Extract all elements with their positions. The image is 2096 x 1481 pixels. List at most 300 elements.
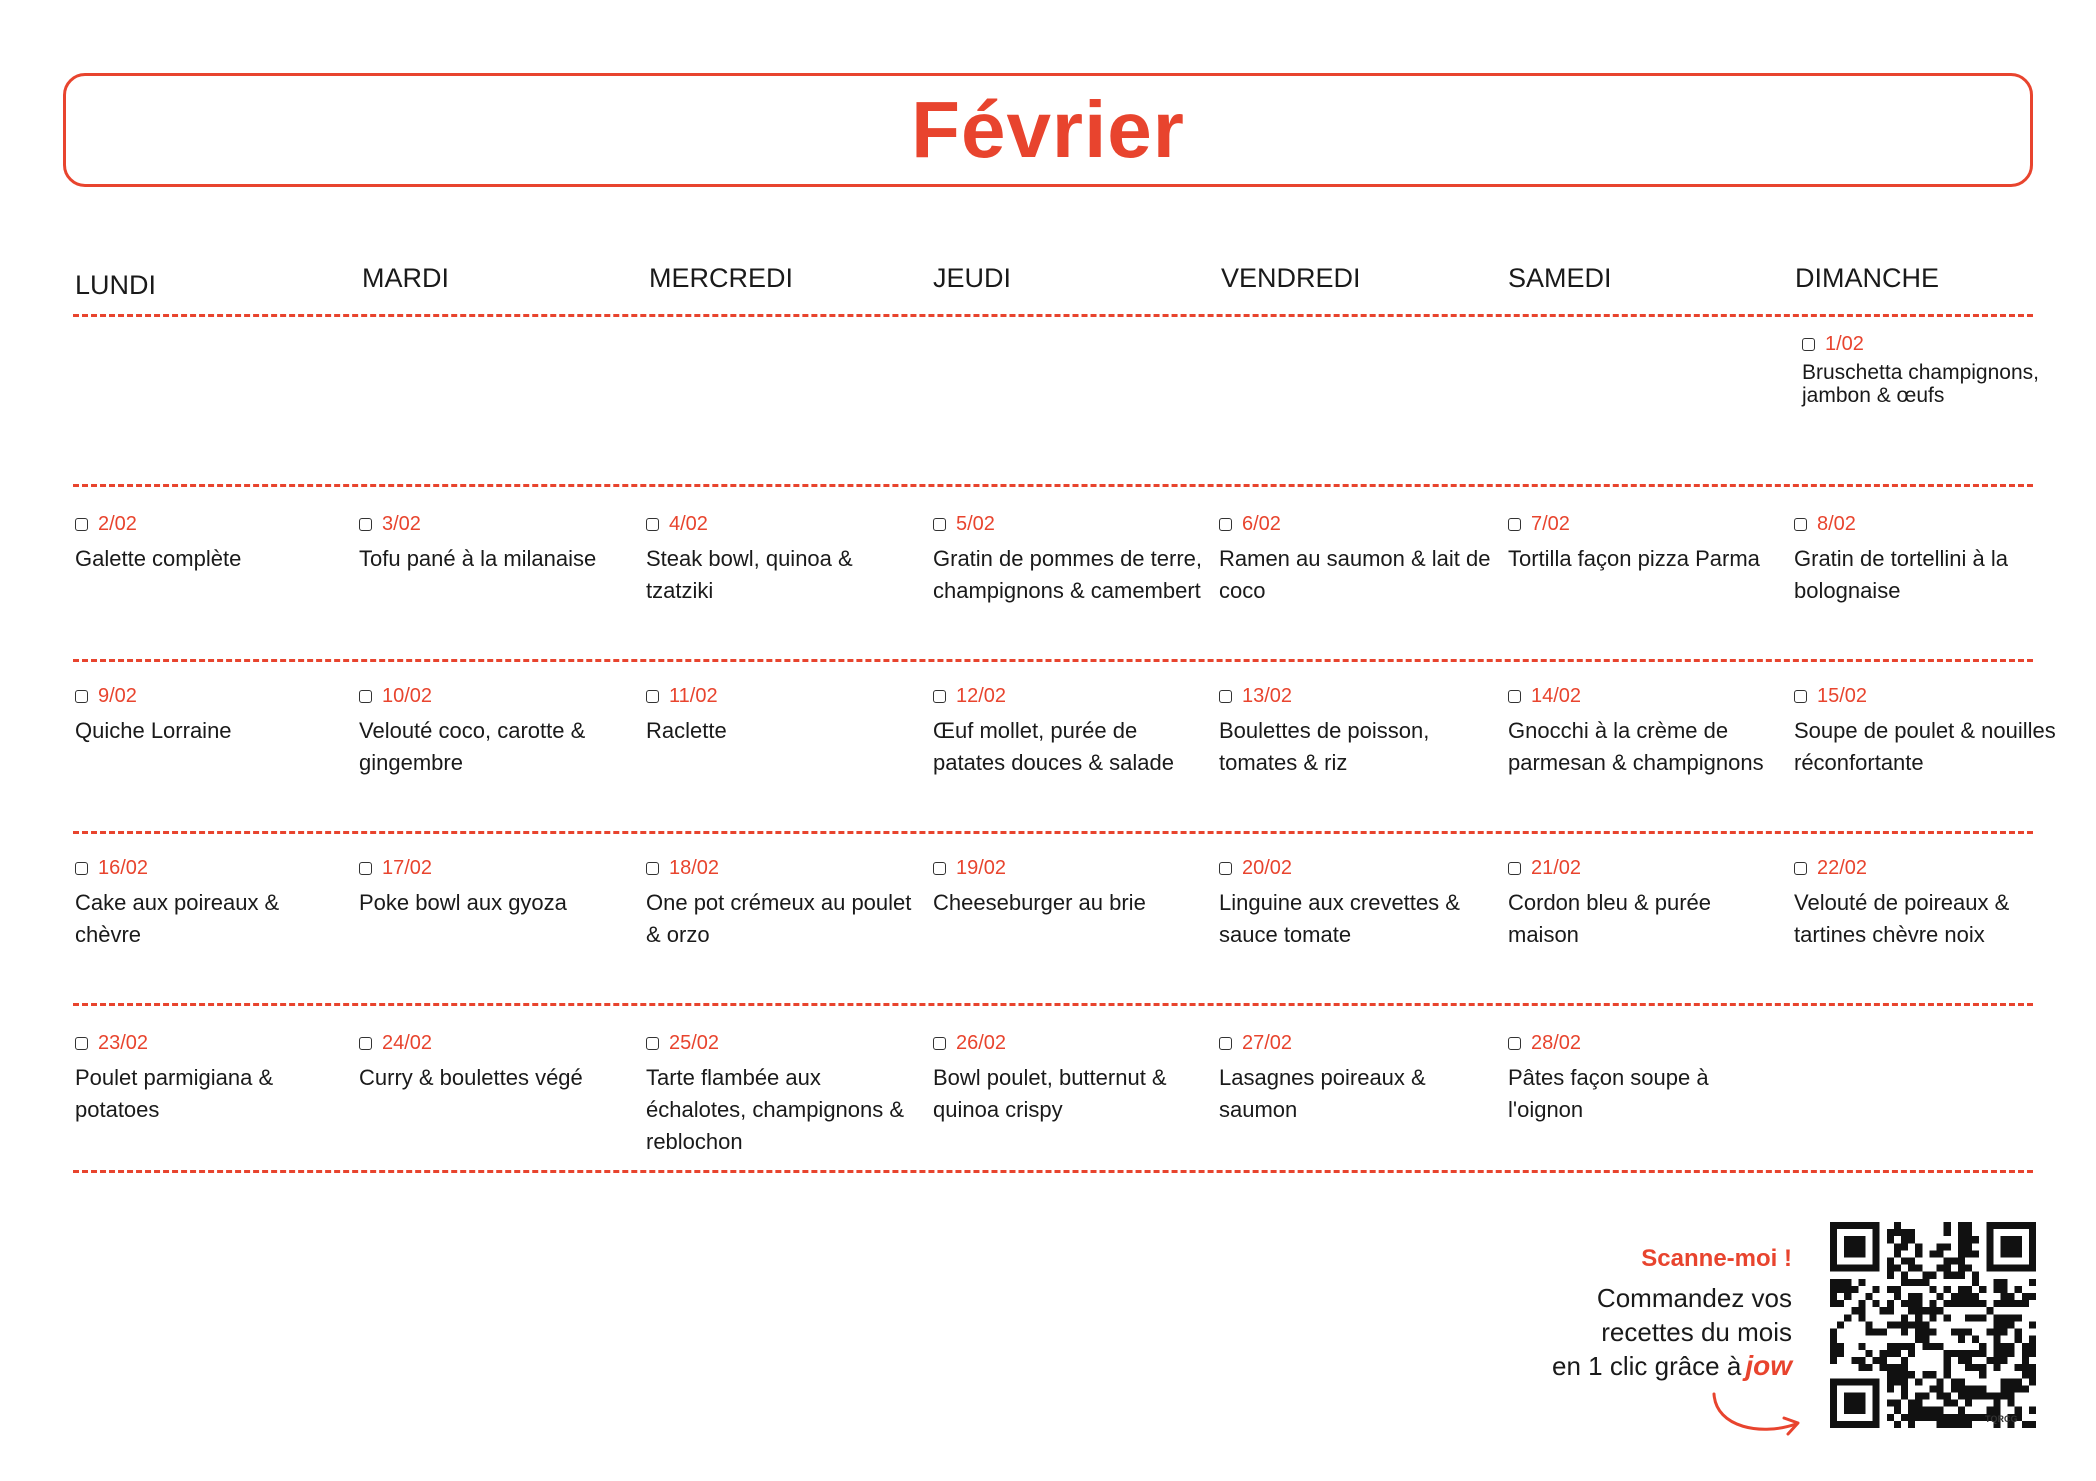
qr-module bbox=[1986, 1407, 1993, 1414]
qr-module bbox=[1993, 1350, 2000, 1357]
date-row bbox=[1794, 855, 2069, 881]
date-row bbox=[359, 683, 634, 709]
date-row bbox=[646, 1030, 921, 1056]
qr-module bbox=[1958, 1250, 1965, 1257]
qr-module bbox=[1915, 1407, 1922, 1414]
qr-module bbox=[1993, 1300, 2000, 1307]
recipe-name: Linguine aux crevettes & sauce tomate bbox=[1219, 890, 1460, 947]
date-row bbox=[1794, 683, 2069, 709]
date-row bbox=[1508, 683, 1783, 709]
qr-module bbox=[1972, 1392, 1979, 1399]
qr-module bbox=[1908, 1258, 1915, 1265]
qr-module bbox=[1908, 1321, 1915, 1328]
calendar-cell bbox=[646, 683, 921, 747]
qr-module bbox=[1894, 1250, 1901, 1257]
qr-module bbox=[1915, 1414, 1922, 1421]
qr-module bbox=[1944, 1258, 1951, 1265]
recipe-name: Gnocchi à la crème de parmesan & champignons bbox=[1508, 718, 1764, 775]
qr-module bbox=[2008, 1314, 2015, 1321]
recipe-name: Tarte flambée aux échalotes, champignons & reblochon bbox=[646, 1065, 905, 1154]
qr-module bbox=[1965, 1314, 1972, 1321]
qr-module bbox=[1958, 1392, 1965, 1399]
qr-module bbox=[1901, 1300, 1908, 1307]
qr-module bbox=[2015, 1336, 2022, 1343]
qr-module bbox=[1887, 1300, 1894, 1307]
meal-checkbox[interactable] bbox=[1219, 518, 1232, 531]
qr-module bbox=[1965, 1329, 1972, 1336]
qr-module bbox=[1944, 1400, 1951, 1407]
qr-module bbox=[1972, 1336, 1979, 1343]
cell-date: 28/02 bbox=[1531, 1031, 1582, 1054]
meal-checkbox[interactable] bbox=[1219, 862, 1232, 875]
qr-module bbox=[1929, 1286, 1936, 1293]
qr-module bbox=[1929, 1414, 1936, 1421]
qr-module bbox=[1858, 1357, 1865, 1364]
qr-module bbox=[1851, 1307, 1858, 1314]
qr-module bbox=[1944, 1229, 1951, 1236]
qr-module bbox=[2000, 1343, 2007, 1350]
qr-module bbox=[1993, 1286, 2000, 1293]
meal-checkbox[interactable] bbox=[75, 518, 88, 531]
calendar-cell bbox=[75, 683, 350, 747]
qr-module bbox=[1979, 1371, 1986, 1378]
meal-checkbox[interactable] bbox=[1794, 862, 1807, 875]
qr-module bbox=[1901, 1258, 1908, 1265]
qr-module bbox=[1979, 1343, 1986, 1350]
recipe-name: Quiche Lorraine bbox=[75, 718, 232, 743]
qr-module bbox=[2029, 1364, 2036, 1371]
qr-module bbox=[1944, 1414, 1951, 1421]
row-divider bbox=[73, 659, 2033, 662]
qr-module bbox=[1908, 1279, 1915, 1286]
qr-module bbox=[1915, 1300, 1922, 1307]
qr-module bbox=[1929, 1300, 1936, 1307]
qr-module bbox=[1915, 1329, 1922, 1336]
qr-module bbox=[2022, 1421, 2029, 1428]
qr-module bbox=[2000, 1392, 2007, 1399]
recipe-name: Gratin de pommes de terre, champignons & camembert bbox=[933, 546, 1203, 603]
qr-module bbox=[1901, 1236, 1908, 1243]
qr-module bbox=[1894, 1421, 1901, 1428]
qr-module bbox=[2022, 1364, 2029, 1371]
qr-module bbox=[2022, 1357, 2029, 1364]
qr-module bbox=[1908, 1236, 1915, 1243]
qr-module bbox=[1951, 1272, 1958, 1279]
meal-checkbox[interactable] bbox=[646, 862, 659, 875]
qr-module bbox=[1837, 1343, 1844, 1350]
qr-module bbox=[1830, 1329, 1837, 1336]
qr-module bbox=[1901, 1364, 1908, 1371]
qr-module bbox=[1972, 1250, 1979, 1257]
qr-module bbox=[1830, 1336, 1837, 1343]
date-row bbox=[646, 683, 921, 709]
qr-module bbox=[1887, 1286, 1894, 1293]
qr-module bbox=[2022, 1343, 2029, 1350]
qr-module bbox=[1851, 1286, 1858, 1293]
qr-module bbox=[1922, 1407, 1929, 1414]
qr-module bbox=[1901, 1385, 1908, 1392]
qr-module bbox=[1979, 1300, 1986, 1307]
day-header-samedi: SAMEDI bbox=[1508, 263, 1612, 293]
qr-module bbox=[1993, 1364, 2000, 1371]
calendar-cell bbox=[1219, 855, 1494, 951]
recipe-name: Gratin de tortellini à la bolognaise bbox=[1794, 546, 2008, 603]
qr-module bbox=[1915, 1279, 1922, 1286]
cell-date: 17/02 bbox=[382, 856, 433, 879]
qr-module bbox=[1965, 1400, 1972, 1407]
qr-module bbox=[1993, 1357, 2000, 1364]
qr-module bbox=[1922, 1321, 1929, 1328]
meal-checkbox[interactable] bbox=[359, 1037, 372, 1050]
qr-module bbox=[1929, 1250, 1936, 1257]
qr-module bbox=[1965, 1236, 1972, 1243]
qr-module bbox=[1858, 1307, 1865, 1314]
qr-module bbox=[1993, 1392, 2000, 1399]
qr-module bbox=[1937, 1243, 1944, 1250]
meal-checkbox[interactable] bbox=[1794, 518, 1807, 531]
qr-module bbox=[1951, 1329, 1958, 1336]
cell-date: 11/02 bbox=[669, 684, 718, 707]
qr-module bbox=[1880, 1350, 1887, 1357]
date-row bbox=[359, 1030, 634, 1056]
meal-checkbox[interactable] bbox=[359, 862, 372, 875]
meal-checkbox[interactable] bbox=[359, 518, 372, 531]
meal-checkbox[interactable] bbox=[933, 518, 946, 531]
month-title-box bbox=[63, 73, 2033, 187]
qr-module bbox=[2029, 1371, 2036, 1378]
qr-module bbox=[1965, 1265, 1972, 1272]
day-header-dimanche: DIMANCHE bbox=[1795, 263, 1940, 293]
qr-module bbox=[1901, 1229, 1908, 1236]
qr-module bbox=[1965, 1222, 1972, 1229]
date-row bbox=[933, 1030, 1208, 1056]
qr-module bbox=[1901, 1243, 1908, 1250]
cell-date: 19/02 bbox=[956, 856, 1007, 879]
date-row bbox=[646, 511, 921, 537]
qr-module bbox=[1944, 1265, 1951, 1272]
qr-module bbox=[1915, 1307, 1922, 1314]
meal-checkbox[interactable] bbox=[75, 1037, 88, 1050]
date-row bbox=[1794, 511, 2069, 537]
qr-module bbox=[1915, 1250, 1922, 1257]
qr-module bbox=[2015, 1286, 2022, 1293]
qr-module bbox=[1944, 1392, 1951, 1399]
cell-date: 13/02 bbox=[1242, 684, 1293, 707]
qr-module bbox=[2000, 1300, 2007, 1307]
meal-checkbox[interactable] bbox=[75, 690, 88, 703]
qr-module bbox=[1844, 1314, 1851, 1321]
meal-checkbox[interactable] bbox=[1219, 690, 1232, 703]
qr-module bbox=[1958, 1286, 1965, 1293]
qr-module bbox=[1993, 1336, 2000, 1343]
recipe-name: Poke bowl aux gyoza bbox=[359, 890, 567, 915]
qr-module bbox=[1830, 1286, 1837, 1293]
calendar-cell bbox=[359, 511, 634, 575]
calendar-cell bbox=[1794, 511, 2069, 607]
qr-module bbox=[1887, 1307, 1894, 1314]
recipe-name: Pâtes façon soupe à l'oignon bbox=[1508, 1065, 1709, 1122]
date-row bbox=[1219, 683, 1494, 709]
recipe-name: Tortilla façon pizza Parma bbox=[1508, 546, 1760, 571]
date-row bbox=[75, 683, 350, 709]
day-header-vendredi: VENDREDI bbox=[1221, 263, 1361, 293]
qr-module bbox=[1837, 1279, 1844, 1286]
qr-module bbox=[1887, 1343, 1894, 1350]
calendar-cell bbox=[359, 683, 634, 779]
qr-module bbox=[1937, 1392, 1944, 1399]
cell-date: 8/02 bbox=[1817, 512, 1856, 535]
promo-line-3-text: en 1 clic grâce à bbox=[1552, 1351, 1742, 1381]
qr-module bbox=[1915, 1265, 1922, 1272]
qr-module bbox=[1993, 1407, 2000, 1414]
recipe-name: Steak bowl, quinoa & tzatziki bbox=[646, 546, 853, 603]
qr-module bbox=[1830, 1357, 1837, 1364]
qr-module bbox=[1908, 1371, 1915, 1378]
recipe-name: Cheeseburger au brie bbox=[933, 890, 1146, 915]
meal-checkbox[interactable] bbox=[646, 690, 659, 703]
promo-line-2: recettes du mois bbox=[1601, 1317, 1792, 1347]
meal-checkbox[interactable] bbox=[933, 862, 946, 875]
qr-module bbox=[1894, 1286, 1901, 1293]
date-row bbox=[1219, 855, 1494, 881]
qr-module bbox=[1866, 1329, 1873, 1336]
qr-module bbox=[1965, 1250, 1972, 1257]
date-row bbox=[359, 511, 634, 537]
qr-module bbox=[1965, 1421, 1972, 1428]
row-divider bbox=[73, 484, 2033, 487]
calendar-cell bbox=[1508, 683, 1783, 779]
qr-module bbox=[1979, 1286, 1986, 1293]
qr-module bbox=[1858, 1279, 1865, 1286]
qr-module bbox=[1908, 1400, 1915, 1407]
qr-module bbox=[1944, 1314, 1951, 1321]
cell-date: 5/02 bbox=[956, 512, 995, 535]
qr-module bbox=[2008, 1400, 2015, 1407]
qr-module bbox=[2029, 1321, 2036, 1328]
qr-module bbox=[1866, 1350, 1873, 1357]
qr-module bbox=[1894, 1243, 1901, 1250]
qr-module bbox=[1873, 1329, 1880, 1336]
qr-module bbox=[1915, 1392, 1922, 1399]
arrow-icon bbox=[1710, 1390, 1806, 1440]
qr-module bbox=[1901, 1343, 1908, 1350]
cell-date: 24/02 bbox=[382, 1031, 433, 1054]
qr-module bbox=[1958, 1229, 1965, 1236]
recipe-name: Tofu pané à la milanaise bbox=[359, 546, 597, 571]
qr-module bbox=[1915, 1243, 1922, 1250]
date-row bbox=[933, 855, 1208, 881]
meal-checkbox[interactable] bbox=[1508, 862, 1521, 875]
qr-module bbox=[1937, 1407, 1944, 1414]
meal-checkbox[interactable] bbox=[359, 690, 372, 703]
date-row bbox=[75, 1030, 350, 1056]
qr-module bbox=[1972, 1385, 1979, 1392]
date-row bbox=[1508, 855, 1783, 881]
day-header-jeudi: JEUDI bbox=[933, 263, 1012, 293]
qr-module bbox=[1972, 1272, 1979, 1279]
qr-module bbox=[2015, 1407, 2022, 1414]
qr-module bbox=[1858, 1343, 1865, 1350]
meal-checkbox[interactable] bbox=[646, 518, 659, 531]
qr-module bbox=[1951, 1414, 1958, 1421]
qr-module bbox=[1972, 1364, 1979, 1371]
qr-module bbox=[1929, 1307, 1936, 1314]
calendar-cell bbox=[1508, 511, 1783, 575]
qr-module bbox=[1958, 1236, 1965, 1243]
meal-checkbox[interactable] bbox=[1794, 690, 1807, 703]
qr-module bbox=[1844, 1279, 1851, 1286]
recipe-name: One pot crémeux au poulet & orzo bbox=[646, 890, 912, 947]
qr-module bbox=[1858, 1364, 1865, 1371]
qr-code[interactable] bbox=[1830, 1222, 2036, 1428]
qr-module bbox=[2008, 1293, 2015, 1300]
promo-line-1: Commandez vos bbox=[1596, 1283, 1792, 1313]
qr-module bbox=[2029, 1293, 2036, 1300]
qr-module bbox=[2000, 1236, 2021, 1257]
qr-module bbox=[1958, 1407, 1965, 1414]
qr-module bbox=[2022, 1293, 2029, 1300]
qr-module bbox=[1972, 1414, 1979, 1421]
date-row bbox=[1219, 1030, 1494, 1056]
recipe-name: Velouté coco, carotte & gingembre bbox=[359, 718, 586, 775]
day-header-lundi: LUNDI bbox=[75, 270, 157, 300]
meal-checkbox[interactable] bbox=[1508, 1037, 1521, 1050]
meal-checkbox[interactable] bbox=[1508, 518, 1521, 531]
qr-module bbox=[1901, 1371, 1908, 1378]
calendar-cell bbox=[359, 1030, 634, 1094]
qr-module bbox=[1929, 1371, 1936, 1378]
qr-module bbox=[1937, 1250, 1944, 1257]
qr-module bbox=[1915, 1400, 1922, 1407]
qr-module bbox=[1901, 1321, 1908, 1328]
meal-checkbox[interactable] bbox=[1802, 338, 1815, 351]
qr-module bbox=[1993, 1329, 2000, 1336]
qr-module bbox=[1887, 1229, 1894, 1236]
qr-module bbox=[1965, 1243, 1972, 1250]
meal-checkbox[interactable] bbox=[646, 1037, 659, 1050]
qr-module bbox=[1965, 1286, 1972, 1293]
qr-module bbox=[1979, 1385, 1986, 1392]
qr-module bbox=[1908, 1343, 1915, 1350]
meal-checkbox[interactable] bbox=[75, 862, 88, 875]
recipe-name: Ramen au saumon & lait de coco bbox=[1219, 546, 1491, 603]
cell-date: 9/02 bbox=[98, 684, 137, 707]
qr-module bbox=[1894, 1229, 1901, 1236]
qr-module bbox=[1866, 1321, 1873, 1328]
meal-checkbox[interactable] bbox=[1219, 1037, 1232, 1050]
qr-module bbox=[2008, 1321, 2015, 1328]
meal-checkbox[interactable] bbox=[933, 1037, 946, 1050]
qr-module bbox=[1908, 1350, 1915, 1357]
qr-module bbox=[1979, 1314, 1986, 1321]
date-row bbox=[1508, 511, 1783, 537]
calendar-cell bbox=[933, 511, 1208, 607]
qr-module bbox=[1958, 1293, 1965, 1300]
qr-module bbox=[1965, 1414, 1972, 1421]
qr-module bbox=[2000, 1314, 2007, 1321]
promo-block bbox=[1552, 1245, 1792, 1383]
qr-module bbox=[1965, 1293, 1972, 1300]
qr-module bbox=[1894, 1371, 1901, 1378]
qr-module bbox=[1972, 1279, 1979, 1286]
qr-module bbox=[1908, 1414, 1915, 1421]
qr-module bbox=[1993, 1279, 2000, 1286]
calendar-cell bbox=[933, 683, 1208, 779]
qr-module bbox=[2022, 1300, 2029, 1307]
calendar-cell bbox=[75, 1030, 350, 1126]
qr-module bbox=[1837, 1321, 1844, 1328]
qr-module bbox=[1979, 1350, 1986, 1357]
calendar-cell bbox=[1219, 511, 1494, 607]
meal-checkbox[interactable] bbox=[1508, 690, 1521, 703]
cell-date: 4/02 bbox=[669, 512, 708, 535]
qr-module bbox=[1937, 1378, 1944, 1385]
qr-module bbox=[1972, 1236, 1979, 1243]
qr-module bbox=[2022, 1350, 2029, 1357]
date-row bbox=[359, 855, 634, 881]
cell-date: 2/02 bbox=[98, 512, 137, 535]
calendar-cell bbox=[933, 1030, 1208, 1126]
qr-module bbox=[1887, 1236, 1894, 1243]
qr-module bbox=[1908, 1307, 1915, 1314]
qr-module bbox=[1830, 1279, 1837, 1286]
qr-module bbox=[1901, 1272, 1908, 1279]
calendar-cell bbox=[933, 855, 1208, 919]
qr-module bbox=[1908, 1407, 1915, 1414]
qr-module bbox=[1958, 1350, 1965, 1357]
date-row bbox=[933, 511, 1208, 537]
scan-label: Scanne-moi ! bbox=[1641, 1245, 1792, 1272]
cell-date: 27/02 bbox=[1242, 1031, 1293, 1054]
qr-module bbox=[1830, 1293, 1837, 1300]
recipe-name: Cake aux poireaux & chèvre bbox=[75, 890, 280, 947]
qr-module bbox=[2008, 1343, 2015, 1350]
cell-date: 10/02 bbox=[382, 684, 433, 707]
qr-module bbox=[2015, 1378, 2022, 1385]
qr-module bbox=[1844, 1293, 1851, 1300]
qr-module bbox=[2022, 1385, 2029, 1392]
calendar-cell bbox=[75, 511, 350, 575]
calendar-cell bbox=[646, 855, 921, 951]
recipe-name: Cordon bleu & purée maison bbox=[1508, 890, 1712, 947]
qr-module bbox=[2029, 1378, 2036, 1385]
qr-module bbox=[1873, 1286, 1880, 1293]
cell-date: 15/02 bbox=[1817, 684, 1868, 707]
qr-module bbox=[1951, 1400, 1958, 1407]
qr-module bbox=[1944, 1364, 1951, 1371]
qr-module bbox=[1880, 1329, 1887, 1336]
qr-module bbox=[1951, 1258, 1958, 1265]
qr-module bbox=[1887, 1272, 1894, 1279]
recipe-name: Soupe de poulet & nouilles réconfortante bbox=[1794, 718, 2056, 775]
cell-date: 7/02 bbox=[1531, 512, 1570, 535]
qr-module bbox=[1894, 1378, 1901, 1385]
qr-module bbox=[1958, 1243, 1965, 1250]
recipe-name: Boulettes de poisson, tomates & riz bbox=[1219, 718, 1430, 775]
qr-module bbox=[1915, 1293, 1922, 1300]
meal-checkbox[interactable] bbox=[933, 690, 946, 703]
qr-module bbox=[1915, 1314, 1922, 1321]
qr-module bbox=[1958, 1258, 1965, 1265]
calendar-cell bbox=[1508, 1030, 1783, 1126]
qr-module bbox=[1986, 1329, 1993, 1336]
qr-module bbox=[1944, 1300, 1951, 1307]
date-row bbox=[1508, 1030, 1783, 1056]
qr-module bbox=[1929, 1385, 1936, 1392]
qr-module bbox=[1887, 1371, 1894, 1378]
qr-module bbox=[1830, 1300, 1837, 1307]
cell-date: 16/02 bbox=[98, 856, 149, 879]
